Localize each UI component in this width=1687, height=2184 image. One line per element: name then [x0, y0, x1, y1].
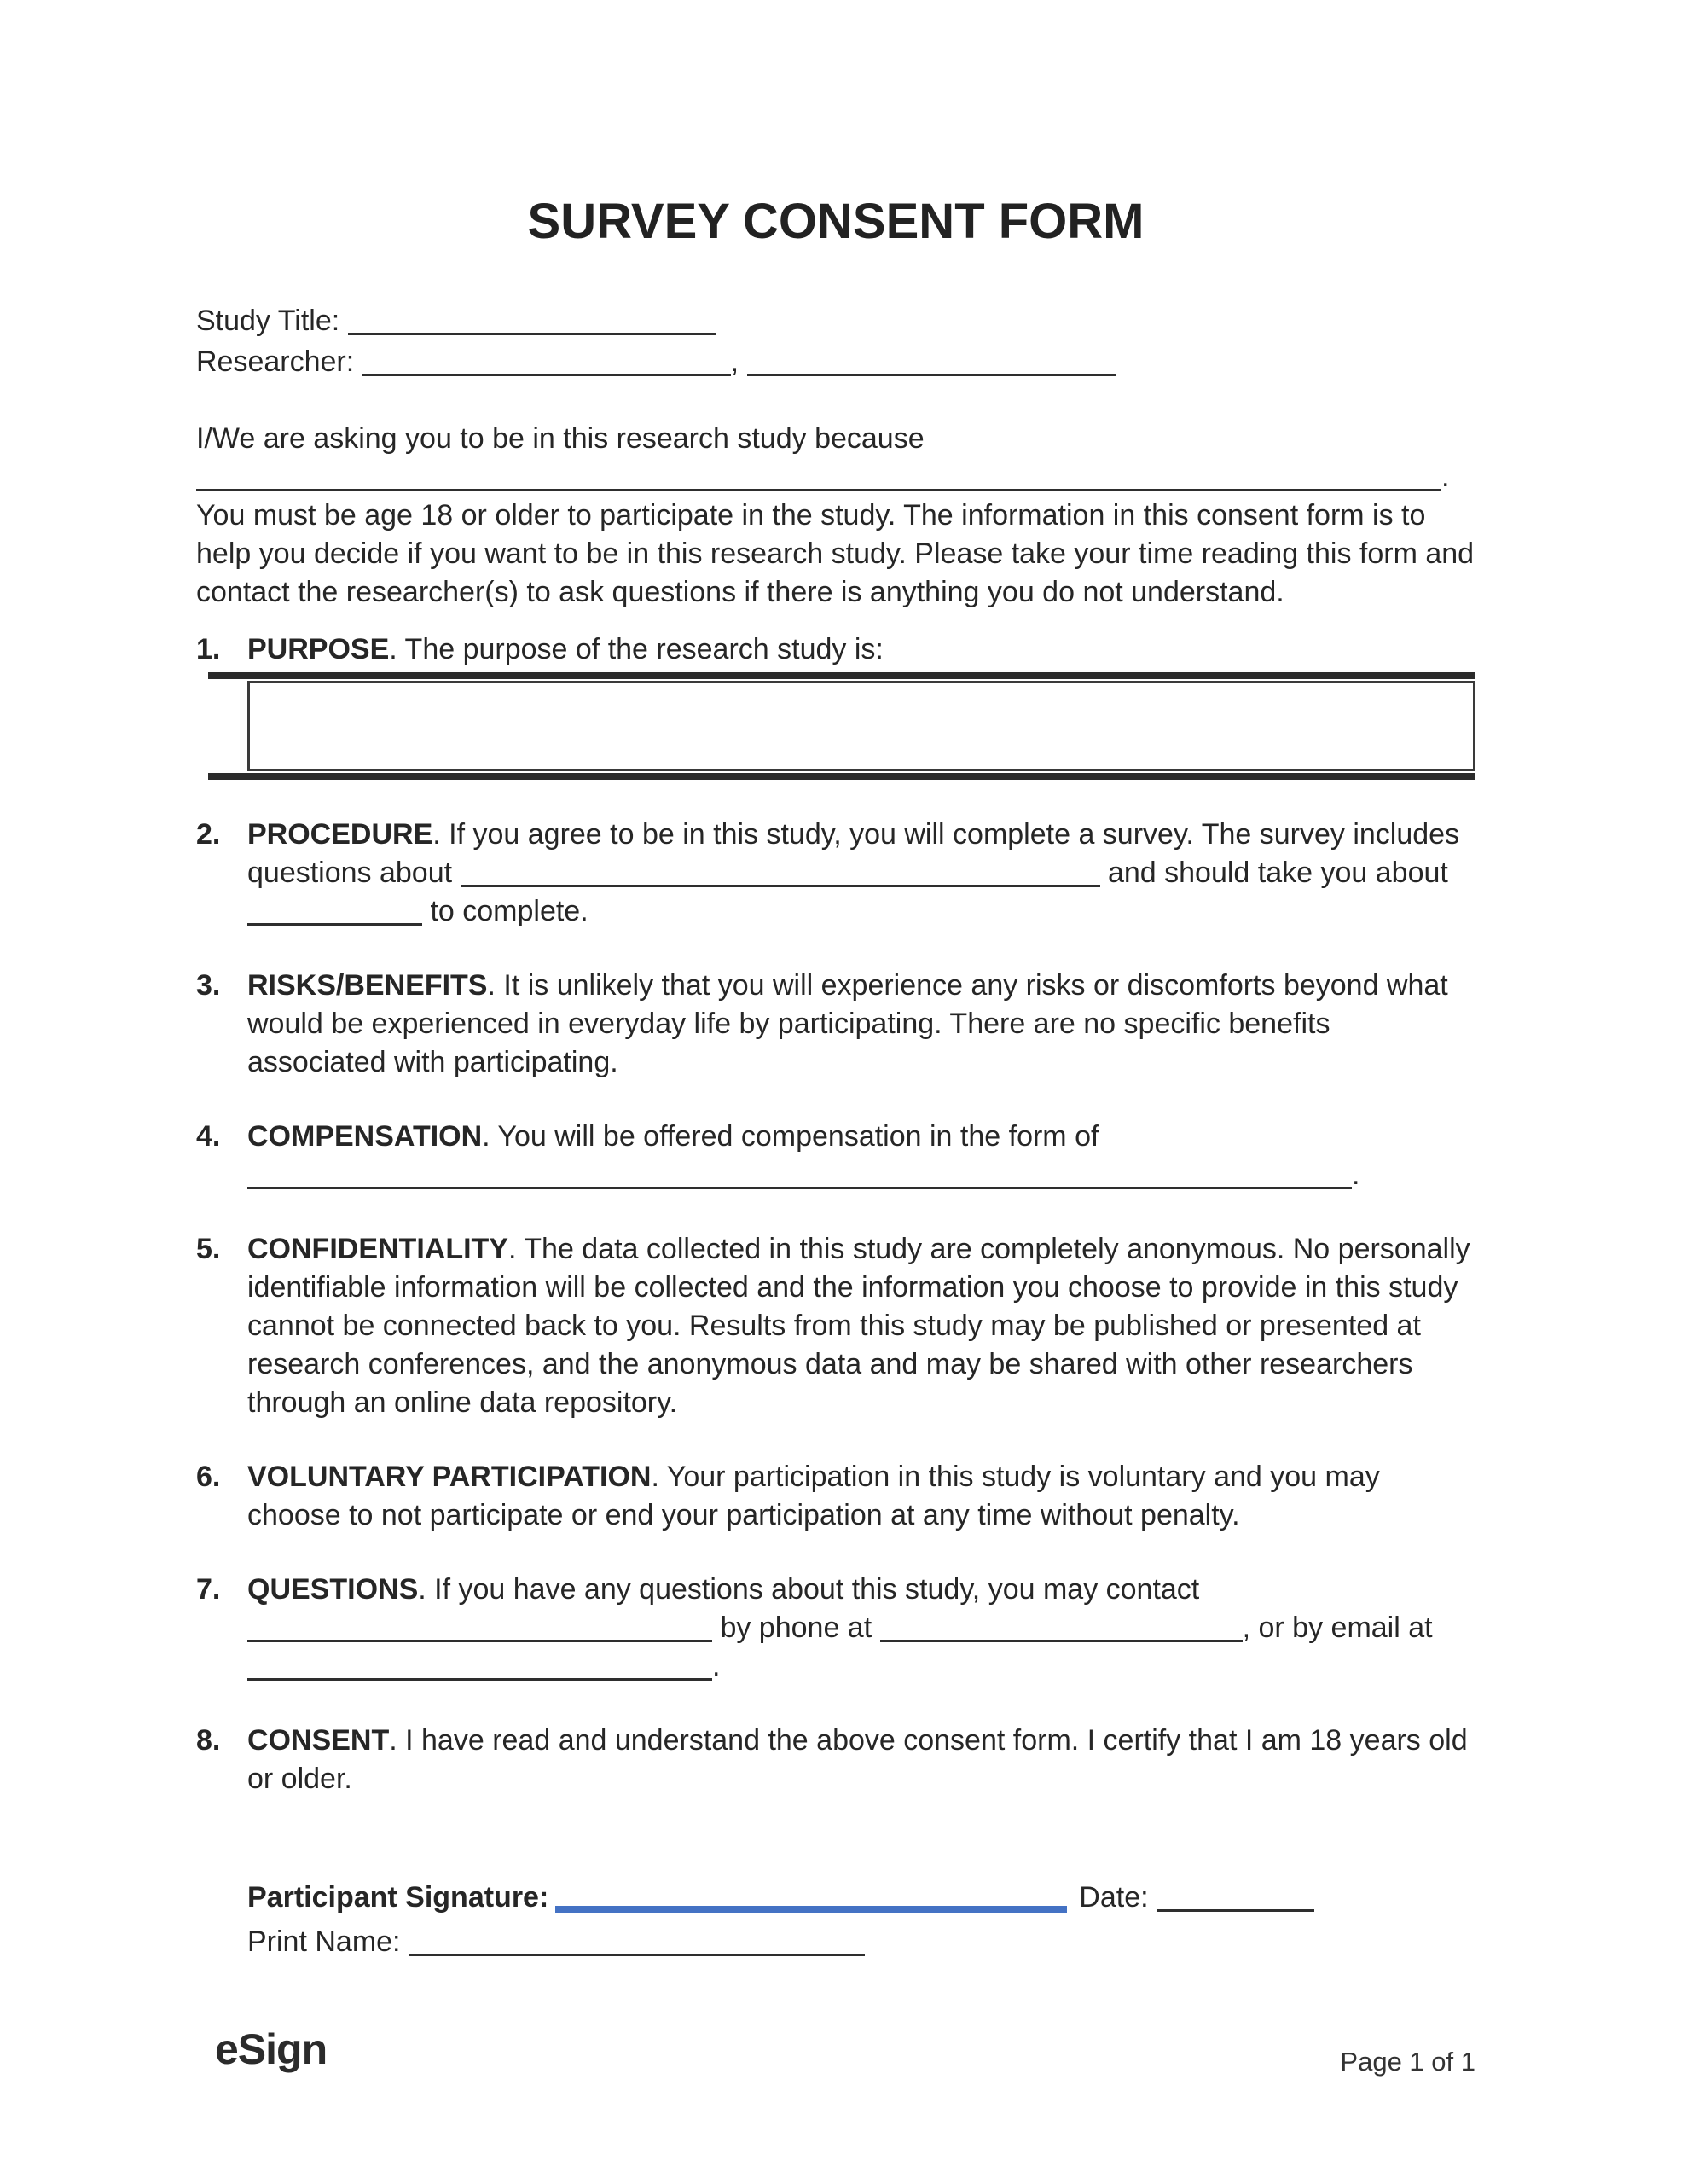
researcher-label: Researcher:	[196, 346, 355, 378]
section-text: . The purpose of the research study is:	[389, 633, 884, 665]
survey-topics-blank[interactable]	[461, 859, 1100, 887]
contact-phone-blank[interactable]	[880, 1614, 1243, 1642]
section-title: CONSENT	[247, 1724, 390, 1757]
section-text: , or by email at	[1242, 1612, 1433, 1644]
researcher-row	[196, 341, 1475, 382]
section-text: . You will be offered compensation in the form of	[482, 1120, 1099, 1153]
section-title: PROCEDURE	[247, 818, 433, 851]
section-voluntary-participation	[196, 1458, 1475, 1535]
signature-row	[247, 1875, 1475, 1920]
print-name-blank[interactable]	[409, 1928, 865, 1956]
section-text: . Your participation in this study is voluntary and you may choose to not participate or end your participation at any time without penalty.	[247, 1461, 1380, 1531]
section-consent	[196, 1722, 1475, 1798]
date-blank[interactable]	[1157, 1884, 1314, 1912]
section-text: by phone at	[712, 1612, 880, 1644]
section-number: 5.	[196, 1233, 221, 1265]
contact-name-blank[interactable]	[247, 1614, 712, 1642]
researcher-blank-1[interactable]	[362, 348, 731, 376]
researcher-blank-2[interactable]	[747, 348, 1116, 376]
section-text: to complete.	[422, 895, 588, 927]
signature-block	[247, 1875, 1475, 1964]
participant-signature-line[interactable]	[555, 1880, 1067, 1913]
page-indicator: Page 1 of 1	[1340, 2047, 1475, 2077]
section-title: QUESTIONS	[247, 1573, 419, 1606]
section-number: 8.	[196, 1724, 221, 1757]
section-title: RISKS/BENEFITS	[247, 969, 488, 1002]
intro-lead-text: I/We are asking you to be in this research study because	[196, 422, 925, 455]
section-title: CONFIDENTIALITY	[247, 1233, 508, 1265]
section-text: . The data collected in this study are completely anonymous. No personally identifiable information will be collected and the information you choose to provide in this study cannot be connected back to you. Results from this study may be published or presented at research conferences, and the anonymous data and may be shared with other researchers through an online data repository.	[247, 1233, 1470, 1419]
section-purpose	[196, 630, 1475, 780]
section-text: . It is unlikely that you will experience any risks or discomforts beyond what would be experienced in everyday life by participating. There are no specific benefits associated with participating.	[247, 969, 1448, 1078]
date-label: Date:	[1079, 1881, 1149, 1914]
section-text: and should take you about	[1099, 857, 1448, 889]
purpose-box-border	[208, 672, 1475, 780]
intro-blank-period: .	[1441, 461, 1450, 493]
section-text: . If you have any questions about this study, you may contact	[418, 1573, 1200, 1606]
compensation-blank[interactable]	[247, 1161, 1352, 1189]
intro-body-text: You must be age 18 or older to participate in the study. The information in this consent form is to help you decide if you want to be in this research study. Please take your time reading this form and contact the researcher(s) to ask questions if there is anything you do not understand.	[196, 499, 1475, 608]
section-number: 3.	[196, 969, 221, 1002]
section-questions	[196, 1571, 1475, 1686]
section-number: 4.	[196, 1120, 221, 1153]
page-title: SURVEY CONSENT FORM	[527, 194, 1145, 249]
section-text: . I have read and understand the above consent form. I certify that I am 18 years old or older.	[247, 1724, 1468, 1795]
section-text: .	[1352, 1159, 1360, 1191]
study-title-row	[196, 300, 1475, 341]
section-procedure	[196, 816, 1475, 931]
section-title: VOLUNTARY PARTICIPATION	[247, 1461, 652, 1493]
study-title-blank[interactable]	[348, 307, 716, 335]
section-list	[196, 630, 1475, 1798]
section-risks-benefits	[196, 967, 1475, 1082]
section-text: . If you agree to be in this study, you will complete a survey. The survey includes questions about	[247, 818, 1460, 889]
study-title-label: Study Title:	[196, 305, 340, 337]
section-number: 6.	[196, 1461, 221, 1493]
print-name-label: Print Name:	[247, 1926, 401, 1958]
print-name-row	[247, 1920, 1475, 1964]
section-text: .	[712, 1650, 721, 1682]
section-confidentiality	[196, 1230, 1475, 1422]
duration-blank[interactable]	[247, 897, 422, 926]
purpose-textbox[interactable]	[247, 681, 1475, 771]
header-fields	[196, 300, 1475, 382]
section-number: 7.	[196, 1573, 221, 1606]
esign-logo: eSign	[215, 2025, 328, 2073]
contact-email-blank[interactable]	[247, 1653, 712, 1681]
intro-paragraph	[196, 420, 1475, 612]
reason-blank[interactable]	[196, 463, 1441, 491]
researcher-separator: ,	[730, 346, 739, 378]
section-number: 2.	[196, 818, 221, 851]
section-compensation	[196, 1118, 1475, 1194]
section-title: PURPOSE	[247, 633, 390, 665]
section-number: 1.	[196, 633, 221, 665]
participant-signature-label: Participant Signature:	[247, 1881, 549, 1914]
section-title: COMPENSATION	[247, 1120, 483, 1153]
